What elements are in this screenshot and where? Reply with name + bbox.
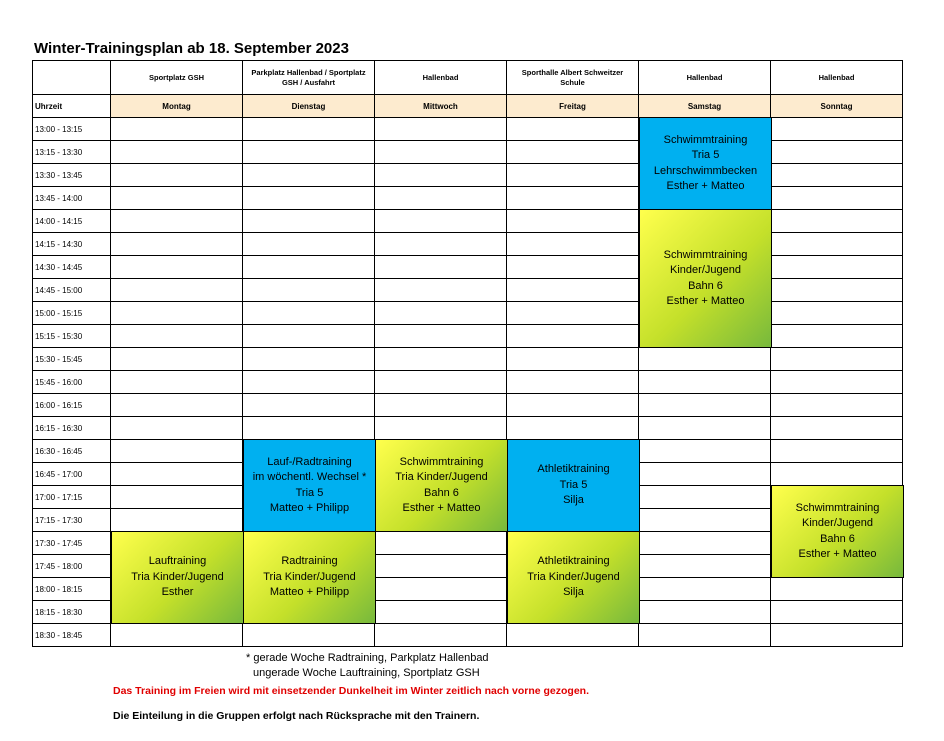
- training-line: Kinder/Jugend: [802, 517, 873, 529]
- training-line: Esther + Matteo: [666, 180, 745, 192]
- slot-cell: [771, 624, 903, 647]
- training-text: [664, 248, 748, 310]
- time-slot: 14:30 - 14:45: [32, 256, 111, 279]
- slot-cell: [771, 394, 903, 417]
- training-block: [639, 117, 772, 210]
- time-slot: 18:00 - 18:15: [32, 578, 111, 601]
- slot-cell: [243, 279, 375, 302]
- slot-cell: [375, 302, 507, 325]
- training-block: [375, 439, 508, 532]
- slot-cell: [111, 624, 243, 647]
- slot-cell: [507, 325, 639, 348]
- location-header: Hallenbad: [375, 60, 507, 95]
- day-header: Mittwoch: [375, 95, 507, 118]
- slot-cell: [111, 417, 243, 440]
- training-line: Esther + Matteo: [798, 548, 877, 560]
- time-slot: 14:45 - 15:00: [32, 279, 111, 302]
- slot-cell: [111, 394, 243, 417]
- slot-cell: [111, 210, 243, 233]
- slot-cell: [375, 187, 507, 210]
- slot-cell: [111, 279, 243, 302]
- time-slot: 16:45 - 17:00: [32, 463, 111, 486]
- slot-cell: [507, 141, 639, 164]
- time-slot: 17:30 - 17:45: [32, 532, 111, 555]
- slot-cell: [639, 509, 771, 532]
- training-text: [796, 501, 880, 563]
- training-block: [639, 209, 772, 348]
- slot-cell: [243, 325, 375, 348]
- slot-cell: [243, 141, 375, 164]
- time-slot: 16:15 - 16:30: [32, 417, 111, 440]
- training-line: Silja: [563, 586, 584, 599]
- slot-cell: [507, 348, 639, 371]
- training-line: Kinder/Jugend: [670, 264, 741, 276]
- time-slot: 14:00 - 14:15: [32, 210, 111, 233]
- slot-cell: [639, 486, 771, 509]
- slot-cell: [375, 233, 507, 256]
- time-slot: 13:45 - 14:00: [32, 187, 111, 210]
- time-slot: 17:45 - 18:00: [32, 555, 111, 578]
- slot-cell: [771, 233, 903, 256]
- slot-cell: [771, 256, 903, 279]
- slot-cell: [375, 394, 507, 417]
- training-line: Tria Kinder/Jugend: [131, 570, 224, 583]
- training-block: [243, 439, 376, 532]
- slot-cell: [243, 302, 375, 325]
- training-line: Tria 5: [559, 478, 588, 491]
- location-header: Hallenbad: [771, 60, 903, 95]
- slot-cell: [111, 187, 243, 210]
- time-column-header: Uhrzeit: [32, 95, 111, 118]
- slot-cell: [771, 210, 903, 233]
- slot-cell: [375, 371, 507, 394]
- slot-cell: [243, 118, 375, 141]
- location-header: Parkplatz Hallenbad / Sportplatz GSH / Ausfahrt: [243, 60, 375, 95]
- slot-cell: [375, 325, 507, 348]
- time-slot: 13:00 - 13:15: [32, 118, 111, 141]
- slot-cell: [771, 325, 903, 348]
- slot-cell: [639, 394, 771, 417]
- slot-cell: [375, 164, 507, 187]
- training-line: Tria Kinder/Jugend: [527, 570, 620, 583]
- slot-cell: [771, 417, 903, 440]
- slot-cell: [375, 348, 507, 371]
- day-header: Dienstag: [243, 95, 375, 118]
- slot-cell: [507, 233, 639, 256]
- slot-cell: [771, 348, 903, 371]
- slot-cell: [243, 348, 375, 371]
- location-header: Hallenbad: [639, 60, 771, 95]
- group-info: Die Einteilung in die Gruppen erfolgt nach Rücksprache mit den Trainern.: [113, 710, 480, 722]
- training-text: [654, 133, 757, 195]
- slot-cell: [375, 279, 507, 302]
- slot-cell: [639, 555, 771, 578]
- slot-cell: [243, 417, 375, 440]
- slot-cell: [639, 532, 771, 555]
- time-slot: 17:00 - 17:15: [32, 486, 111, 509]
- training-text: [527, 554, 620, 601]
- slot-cell: [507, 210, 639, 233]
- slot-cell: [507, 164, 639, 187]
- training-text: [263, 554, 356, 601]
- slot-cell: [243, 233, 375, 256]
- time-slot: 15:00 - 15:15: [32, 302, 111, 325]
- slot-cell: [111, 371, 243, 394]
- darkness-warning: Das Training im Freien wird mit einsetzender Dunkelheit im Winter zeitlich nach vorne gezogen.: [113, 685, 590, 697]
- footnote-line-2: ungerade Woche Lauftraining, Sportplatz GSH: [253, 667, 480, 679]
- slot-cell: [243, 256, 375, 279]
- training-line: Schwimmtraining: [663, 248, 748, 261]
- slot-cell: [111, 164, 243, 187]
- slot-cell: [111, 118, 243, 141]
- slot-cell: [111, 463, 243, 486]
- training-line: Esther + Matteo: [666, 295, 745, 307]
- training-line: Bahn 6: [424, 486, 459, 499]
- training-line: Tria Kinder/Jugend: [263, 570, 356, 583]
- slot-cell: [507, 624, 639, 647]
- training-text: [253, 455, 367, 517]
- slot-cell: [375, 578, 507, 601]
- slot-cell: [111, 348, 243, 371]
- slot-cell: [507, 371, 639, 394]
- time-slot: 15:30 - 15:45: [32, 348, 111, 371]
- slot-cell: [771, 463, 903, 486]
- training-line: Tria Kinder/Jugend: [395, 471, 488, 483]
- training-line: Bahn 6: [688, 279, 723, 292]
- slot-cell: [771, 578, 903, 601]
- slot-cell: [111, 486, 243, 509]
- location-header: Sporthalle Albert Schweitzer Schule: [507, 60, 639, 95]
- time-slot: 17:15 - 17:30: [32, 509, 111, 532]
- slot-cell: [375, 532, 507, 555]
- time-slot: 18:15 - 18:30: [32, 601, 111, 624]
- slot-cell: [375, 256, 507, 279]
- slot-cell: [243, 210, 375, 233]
- training-line: Schwimmtraining: [399, 455, 484, 468]
- training-block: [243, 531, 376, 624]
- time-slot: 14:15 - 14:30: [32, 233, 111, 256]
- training-line: Radtraining: [281, 555, 338, 568]
- training-block: [507, 531, 640, 624]
- time-slot: 13:30 - 13:45: [32, 164, 111, 187]
- slot-cell: [507, 279, 639, 302]
- training-line: Tria 5: [691, 149, 720, 161]
- slot-cell: [111, 233, 243, 256]
- slot-cell: [111, 256, 243, 279]
- footnote: [246, 651, 489, 681]
- training-line: im wöchentl. Wechsel *: [252, 471, 367, 483]
- page-title: Winter-Trainingsplan ab 18. September 2023: [34, 40, 349, 57]
- slot-cell: [507, 417, 639, 440]
- training-block: [111, 531, 244, 624]
- training-line: Matteo + Philipp: [269, 586, 350, 599]
- slot-cell: [375, 601, 507, 624]
- slot-cell: [111, 325, 243, 348]
- slot-cell: [375, 118, 507, 141]
- slot-cell: [111, 302, 243, 325]
- slot-cell: [507, 302, 639, 325]
- time-slot: 13:15 - 13:30: [32, 141, 111, 164]
- slot-cell: [375, 141, 507, 164]
- schedule-table: [32, 60, 903, 650]
- training-line: Esther: [161, 586, 194, 599]
- slot-cell: [771, 302, 903, 325]
- training-line: Schwimmtraining: [663, 133, 748, 146]
- training-text: [395, 455, 488, 517]
- day-header: Sonntag: [771, 95, 903, 118]
- training-line: Lehrschwimmbecken: [653, 164, 758, 177]
- slot-cell: [639, 440, 771, 463]
- slot-cell: [507, 394, 639, 417]
- training-text: [131, 554, 224, 601]
- training-line: Tria 5: [295, 486, 324, 499]
- slot-cell: [639, 463, 771, 486]
- day-header: Freitag: [507, 95, 639, 118]
- training-line: Esther + Matteo: [402, 502, 481, 514]
- slot-cell: [771, 440, 903, 463]
- training-line: Bahn 6: [820, 532, 855, 545]
- slot-cell: [771, 141, 903, 164]
- training-line: Athletiktraining: [537, 463, 610, 476]
- time-slot: 16:30 - 16:45: [32, 440, 111, 463]
- training-line: Lauf-/Radtraining: [267, 455, 352, 468]
- slot-cell: [771, 371, 903, 394]
- slot-cell: [111, 509, 243, 532]
- slot-cell: [639, 371, 771, 394]
- training-line: Silja: [563, 494, 584, 507]
- slot-cell: [771, 279, 903, 302]
- time-slot: 15:15 - 15:30: [32, 325, 111, 348]
- slot-cell: [111, 440, 243, 463]
- slot-cell: [375, 624, 507, 647]
- training-line: Matteo + Philipp: [269, 502, 350, 514]
- slot-cell: [771, 601, 903, 624]
- training-line: Athletiktraining: [537, 555, 610, 568]
- slot-cell: [507, 118, 639, 141]
- training-line: Schwimmtraining: [795, 501, 880, 514]
- slot-cell: [639, 624, 771, 647]
- slot-cell: [243, 394, 375, 417]
- slot-cell: [243, 187, 375, 210]
- footnote-line-1: * gerade Woche Radtraining, Parkplatz Hallenbad: [246, 652, 489, 664]
- day-header: Samstag: [639, 95, 771, 118]
- slot-cell: [375, 555, 507, 578]
- location-header: Sportplatz GSH: [111, 60, 243, 95]
- time-slot: 15:45 - 16:00: [32, 371, 111, 394]
- slot-cell: [111, 141, 243, 164]
- time-slot: 16:00 - 16:15: [32, 394, 111, 417]
- slot-cell: [771, 118, 903, 141]
- corner-cell: [32, 60, 111, 95]
- slot-cell: [243, 371, 375, 394]
- training-block: [507, 439, 640, 532]
- slot-cell: [639, 601, 771, 624]
- slot-cell: [771, 164, 903, 187]
- slot-cell: [375, 417, 507, 440]
- slot-cell: [507, 187, 639, 210]
- slot-cell: [771, 187, 903, 210]
- slot-cell: [375, 210, 507, 233]
- slot-cell: [507, 256, 639, 279]
- training-text: [537, 462, 609, 509]
- day-header: Montag: [111, 95, 243, 118]
- slot-cell: [639, 578, 771, 601]
- time-slot: 18:30 - 18:45: [32, 624, 111, 647]
- slot-cell: [639, 348, 771, 371]
- slot-cell: [243, 624, 375, 647]
- slot-cell: [639, 417, 771, 440]
- slot-cell: [243, 164, 375, 187]
- training-line: Lauftraining: [148, 555, 207, 568]
- training-block: [771, 485, 904, 578]
